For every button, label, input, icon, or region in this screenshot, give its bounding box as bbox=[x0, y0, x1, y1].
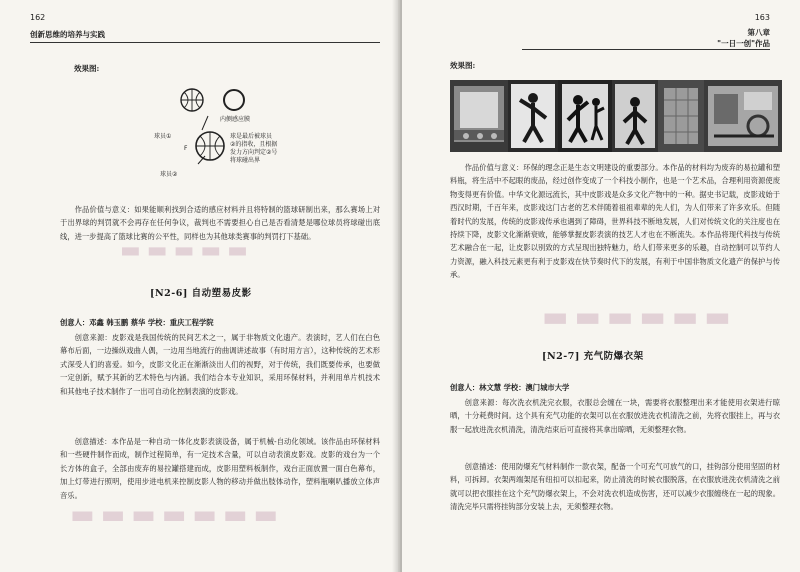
running-head: 创新思维的培养与实践 bbox=[30, 30, 105, 39]
photo-stage-front bbox=[450, 80, 508, 152]
photo-puppet-1 bbox=[508, 80, 558, 152]
caption-line-3: 发力方向判定②号 bbox=[230, 149, 278, 156]
right-page bbox=[402, 0, 800, 572]
photo-mechanism bbox=[704, 80, 782, 152]
section-heading: [N2-7] 充气防爆衣架 bbox=[542, 351, 644, 362]
sensor-ball-icon bbox=[224, 90, 244, 110]
header-rule bbox=[30, 42, 380, 43]
caption-line-1: 球是最后被球员 bbox=[230, 133, 273, 140]
page-number: 162 bbox=[30, 13, 46, 22]
creator-line: 创意人：邓鑫 韩玉鹏 蔡华 学校：重庆工程学院 bbox=[60, 318, 214, 327]
creator-line: 创意人：林文慧 学校：澳门城市大学 bbox=[450, 383, 570, 392]
photo-stage-back bbox=[658, 80, 704, 152]
photo-strip bbox=[450, 80, 782, 152]
basketball-diagram bbox=[150, 86, 330, 186]
header-rule bbox=[522, 49, 770, 50]
player1-label: 球员① bbox=[154, 133, 172, 140]
source-paragraph: 创意来源：皮影戏是我国传统的民间艺术之一，属于非物质文化遗产。表演时，艺人们在白色幕布后面，一边操纵戏曲人偶，一边用当地流行的曲调讲述故事（有时用方言），这种传统的艺术形式深受人们的喜爱。如今，皮影文化正在渐渐淡出人们的视野，对于传统，我们既要传承，也要做一定创新，赋予其新的艺术特色与内涵。我们结合本专业知识，采用环保材料，并利用单片机技术和其他电子技术制作了一出可自动化控制表演的皮影戏。 bbox=[60, 333, 380, 396]
source-paragraph: 创意来源：每次洗衣机洗完衣服，衣服总会缠在一块，需要将衣服整理出来才能使用衣架进行晾晒，十分耗费时间。这个具有充气功能的衣架可以在衣服放进洗衣机清洗之前，先将衣服挂上，再与衣服一起放进洗衣机清洗，清洗结束后可直接将其拿出晾晒，无须整理衣物。 bbox=[450, 398, 780, 434]
effect-label: 效果图: bbox=[450, 61, 476, 70]
library-watermark-bottom: ▬▬▬▬▬▬▬ bbox=[70, 500, 284, 530]
ball-contact-icon bbox=[196, 116, 224, 164]
library-watermark: ▬▬▬▬▬ bbox=[120, 238, 254, 263]
value-paragraph: 作品价值与意义：如果能顺利找到合适的感应材料并且将特制的篮球研制出来，那么赛场上对于出界球的判罚就不会再存在任何争议，裁判也不需要担心自己是否看清楚是哪位球员将球碰出底线，进一步提高了篮球比赛的公平性，同样也为其他球类赛事的判罚打下基础。 bbox=[60, 205, 380, 241]
caption-line-2: ②的指收，且根据 bbox=[230, 141, 278, 148]
player2-label: 球员② bbox=[160, 171, 178, 178]
running-head-chapter: 第八章 bbox=[747, 28, 770, 37]
force-label: F bbox=[184, 145, 188, 152]
left-page bbox=[0, 0, 398, 572]
section-heading: [N2-6] 自动塑易皮影 bbox=[150, 288, 252, 299]
page-number: 163 bbox=[754, 13, 770, 22]
library-watermark: ▬▬▬▬▬▬ bbox=[542, 300, 737, 333]
basketball-icon bbox=[181, 89, 203, 111]
caption-line-4: 将球碰出界 bbox=[230, 157, 261, 164]
sensor-label: 内侧感应膜 bbox=[220, 116, 251, 123]
photo-puppet-3 bbox=[612, 80, 658, 152]
effect-label: 效果图: bbox=[74, 64, 100, 73]
value-paragraph: 作品价值与意义：环保的理念正是生态文明建设的重要部分。本作品的材料均为废弃的易拉罐和塑料瓶，将生活中不起眼的废品，经过创作变成了一个科技小制作，也是一个艺术品，合理利用资源使废物变得更有价值。中华文化源远流长，其中皮影戏是众多文化产物中的一种。据史书记载，皮影戏始于西汉时期，千百年来，皮影戏这门古老的艺术伴随着祖祖辈辈的先人们，为人们带来了许多欢乐。但随着时代的发展，传统的皮影戏传承也遇到了障碍，世界科技不断地发展，人们对传统文化的关注度也在持续下降，皮影文化渐渐衰败，能够掌握皮影表演的技艺人才也在不断流失。本作品将现代科技与传统艺术融合在一起，让皮影以别致的方式呈现出独特魅力，给人们带来更多的乐趣，自动控制可以节约人力资源，融入科技元素更有利于皮影戏在快节奏时代下的发展，有利于中国非物质文化遗产的保护与传承。 bbox=[450, 163, 780, 280]
description-paragraph: 创意描述：本作品是一种自动一体化皮影表演设备，属于机械-自动化领域。该作品由环保材料和一些硬件制作而成，制作过程简单，有一定技术含量，可以自动表演皮影戏。皮影的戏台为一个长方体的盒子，全部由废弃的易拉罐搭建而成，皮影用塑料板制作，戏台正面放置一面白色幕布，加上灯带进行照明，使用步进电机来控制皮影人物的移动并做出肢体动作，塑料瓶喇叭播放立体声音乐。 bbox=[60, 437, 380, 500]
running-head-title: "一日一创"作品 bbox=[717, 39, 770, 48]
description-paragraph: 创意描述：使用防爆充气材料制作一款衣架，配备一个可充气可放气的口，挂钩部分使用坚固的材料，可拆卸。衣架两端架尾有纽扣可以扣起来，防止清洗的时候衣服脱落，在衣服放进洗衣机清洗之前就可以把衣服挂在这个充气防爆衣架上，不会对洗衣机造成伤害，还可以减少衣服缠绕在一起的现象。清洗完毕只需将挂钩部分安装上去，无须整理衣物。 bbox=[450, 462, 780, 512]
photo-puppet-2 bbox=[558, 80, 612, 152]
